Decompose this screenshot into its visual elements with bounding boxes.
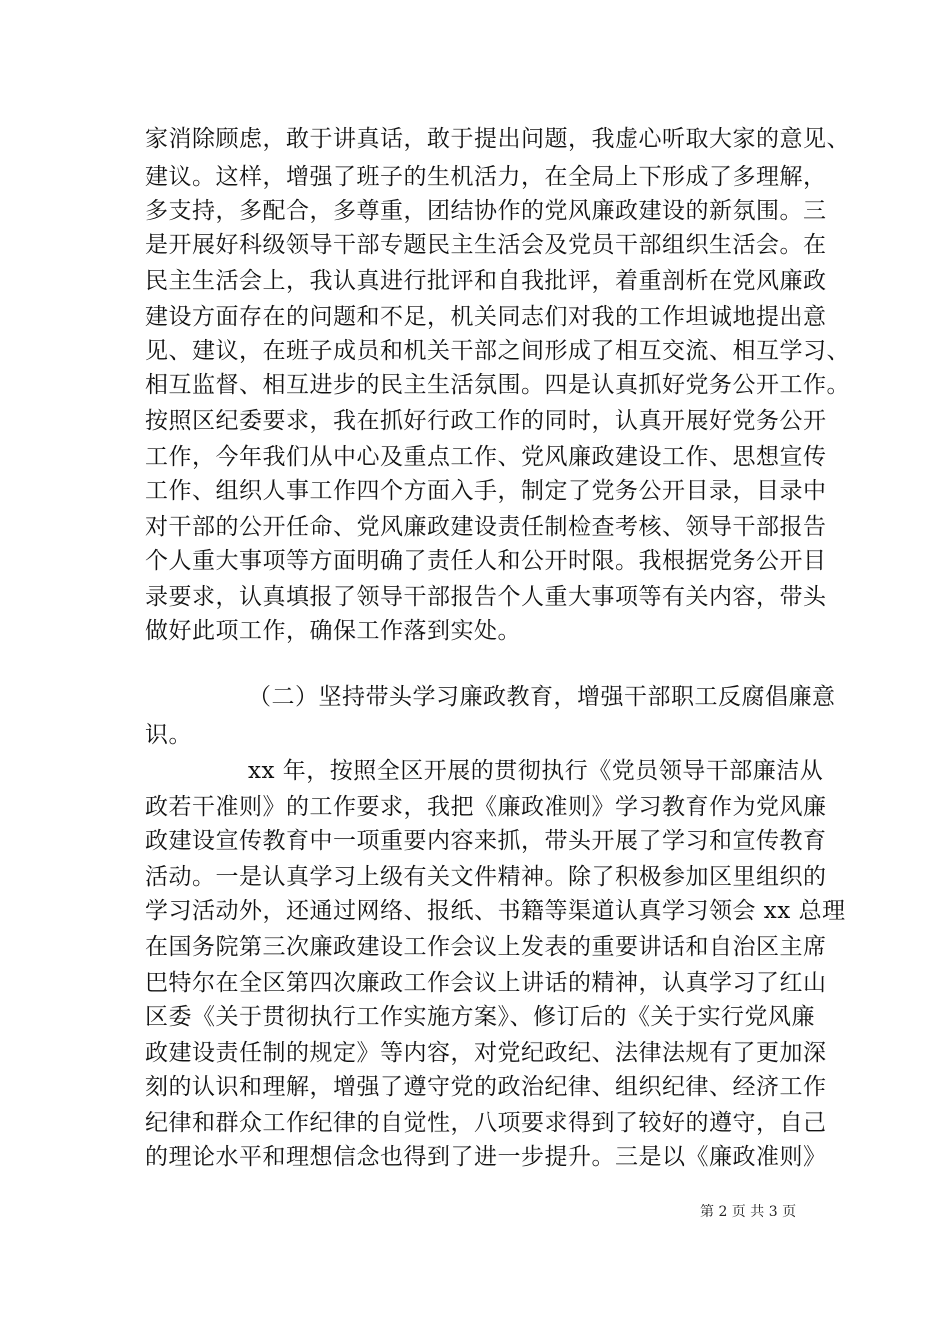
body-line: 活动。一是认真学习上级有关文件精神。除了积极参加区里组织的	[145, 864, 827, 890]
body-line: 学习活动外，还通过网络、报纸、书籍等渠道认真学习领会 xx 总理	[145, 898, 846, 924]
section-subheading-cont: 识。	[145, 722, 192, 748]
body-line: 是开展好科级领导干部专题民主生活会及党员干部组织生活会。在	[145, 232, 827, 258]
body-line: 录要求，认真填报了领导干部报告个人重大事项等有关内容，带头	[145, 584, 827, 610]
body-line: 工作、组织人事工作四个方面入手，制定了党务公开目录，目录中	[145, 478, 827, 504]
body-line: 建设方面存在的问题和不足，机关同志们对我的工作坦诚地提出意	[145, 304, 827, 330]
body-line: 纪律和群众工作纪律的自觉性，八项要求得到了较好的遵守，自己	[145, 1110, 827, 1136]
body-line: 建议。这样，增强了班子的生机活力，在全局上下形成了多理解，	[145, 164, 827, 190]
body-line: 相互监督、相互进步的民主生活氛围。四是认真抓好党务公开工作。	[145, 372, 850, 398]
body-line: 政若干准则》的工作要求，我把《廉政准则》学习教育作为党风廉	[145, 794, 827, 820]
section-subheading: （二）坚持带头学习廉政教育，增强干部职工反腐倡廉意	[248, 684, 836, 710]
body-line: 做好此项工作，确保工作落到实处。	[145, 618, 521, 644]
page-number-footer: 第 2 页 共 3 页	[700, 1204, 797, 1220]
body-line: 民主生活会上，我认真进行批评和自我批评，着重剖析在党风廉政	[145, 268, 827, 294]
body-line: 按照区纪委要求，我在抓好行政工作的同时，认真开展好党务公开	[145, 408, 827, 434]
body-line: xx 年，按照全区开展的贯彻执行《党员领导干部廉洁从	[248, 758, 824, 784]
body-line: 刻的认识和理解，增强了遵守党的政治纪律、组织纪律、经济工作	[145, 1074, 827, 1100]
body-line: 区委《关于贯彻执行工作实施方案》、修订后的《关于实行党风廉	[145, 1004, 815, 1030]
body-line: 政建设责任制的规定》等内容，对党纪政纪、法律法规有了更加深	[145, 1040, 827, 1066]
body-line: 巴特尔在全区第四次廉政工作会议上讲话的精神，认真学习了红山	[145, 970, 827, 996]
body-line: 家消除顾虑，敢于讲真话，敢于提出问题，我虚心听取大家的意见、	[145, 126, 850, 152]
body-line: 对干部的公开任命、党风廉政建设责任制检查考核、领导干部报告	[145, 514, 827, 540]
body-line: 多支持，多配合，多尊重，团结协作的党风廉政建设的新氛围。三	[145, 198, 827, 224]
body-line: 工作，今年我们从中心及重点工作、党风廉政建设工作、思想宣传	[145, 444, 827, 470]
body-line: 见、建议，在班子成员和机关干部之间形成了相互交流、相互学习、	[145, 338, 850, 364]
body-line: 的理论水平和理想信念也得到了进一步提升。三是以《廉政准则》	[145, 1144, 827, 1170]
body-line: 在国务院第三次廉政建设工作会议上发表的重要讲话和自治区主席	[145, 934, 827, 960]
body-line: 政建设宣传教育中一项重要内容来抓，带头开展了学习和宣传教育	[145, 828, 827, 854]
body-line: 个人重大事项等方面明确了责任人和公开时限。我根据党务公开目	[145, 548, 827, 574]
